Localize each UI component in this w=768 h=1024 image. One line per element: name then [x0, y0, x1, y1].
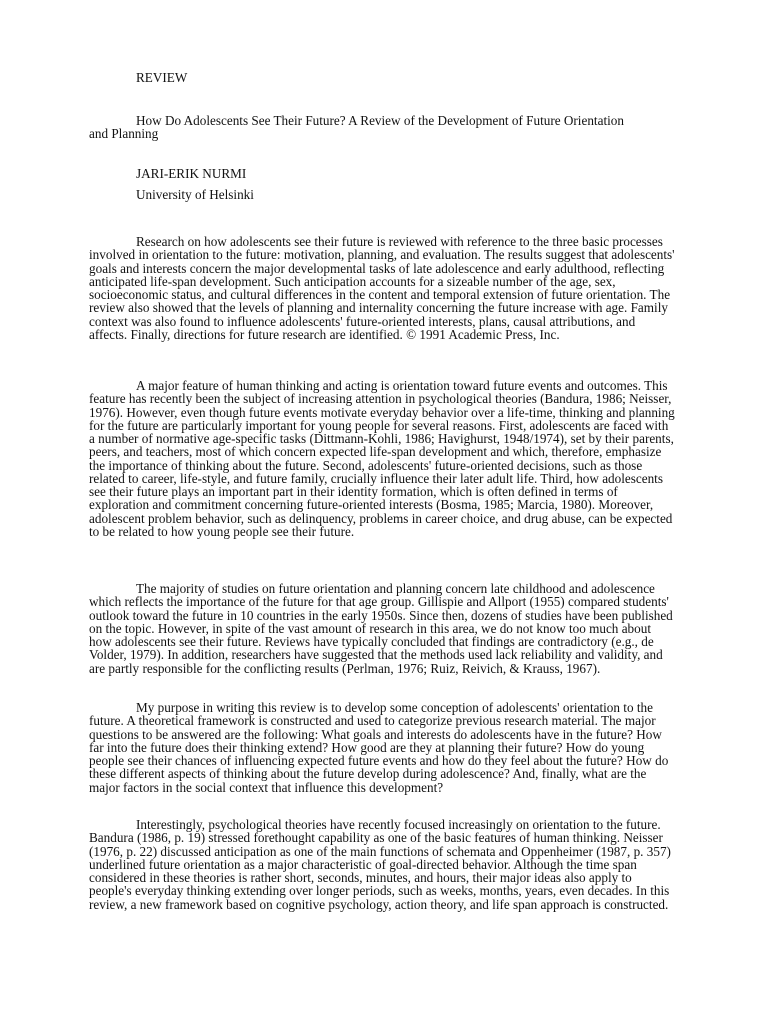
author-name: JARI-ERIK NURMI [136, 166, 247, 181]
abstract: Research on how adolescents see their future is reviewed with reference to the three basic processes involved in orientation to the future: motivation, planning, and evaluation. The results suggest that adolescents' goals and interests concern the major developmental tasks of late adolescence and early adulthood, reflecting anticipated life-span development. Such anticipation accounts for a sizeable number of the age, sex, socioeconomic status, and cultural differences in the content and temporal extension of future orientation. The review also showed that the levels of planning and internality concerning the future increase with age. Family context was also found to influence adolescents' future-oriented interests, plans, causal attributions, and affects. Finally, directions for future research are identified. © 1991 Academic Press, Inc. [89, 234, 675, 342]
body-paragraph-3: My purpose in writing this review is to develop some conception of adolescents' orientation to the future. A theoretical framework is constructed and used to categorize previous research material. The major questions to be answered are the following: What goals and interests do adolescents have in the future? How far into the future does their thinking extend? How good are they at planning their future? How do young people see their chances of influencing expected future events and how do they feel about the future? How do these different aspects of thinking about the future develop during adolescence? And, finally, what are the major factors in the social context that influence this development? [89, 700, 669, 795]
article-title: How Do Adolescents See Their Future? A Review of the Development of Future Orientation and Planning [89, 113, 624, 142]
body-paragraph-4: Interestingly, psychological theories have recently focused increasingly on orientation to the future. Bandura (1986, p. 19) stressed forethought capability as one of the basic features of human thinking. Neisser (1976, p. 22) discussed anticipation as one of the main functions of schemata and Oppenheimer (1987, p. 357) underlined future orientation as a major characteristic of goal-directed behavior. Although the time span considered in these theories is rather short, seconds, minutes, and hours, their major ideas also apply to people's everyday thinking extending over longer periods, such as weeks, months, years, even decades. In this review, a new framework based on cognitive psychology, action theory, and life span approach is constructed. [89, 817, 671, 912]
body-paragraph-1: A major feature of human thinking and acting is orientation toward future events and outcomes. This feature has recently been the subject of increasing attention in psychological theories (Bandura, 1986; Neisser, 1976). However, even though future events motivate everyday behavior over a life-time, thinking and planning for the future are particularly important for young people for several reasons. First, adolescents are faced with a number of normative age-specific tasks (Dittmann-Kohli, 1986; Havighurst, 1948/1974), set by their parents, peers, and teachers, most of which concern expected life-span development and which, therefore, emphasize the importance of thinking about the future. Second, adolescents' future-oriented decisions, such as those related to career, life-style, and future family, crucially influence their later adult life. Third, how adolescents see their future plays an important part in their identity formation, which is often defined in terms of exploration and commitment concerning future-oriented interests (Bosma, 1985; Marcia, 1980). Moreover, adolescent problem behavior, such as delinquency, problems in career choice, and drug abuse, can be expected to be related to how young people see their future. [89, 378, 675, 539]
body-paragraph-2: The majority of studies on future orientation and planning concern late childhood and adolescence which reflects the importance of the future for that age group. Gillispie and Allport (1955) compared students' outlook toward the future in 10 countries in the early 1950s. Since then, dozens of studies have been published on the topic. However, in spite of the vast amount of research in this area, we do not know too much about how adolescents see their future. Reviews have typically concluded that findings are contradictory (e.g., de Volder, 1979). In addition, researchers have suggested that the methods used lack reliability and validity, and are partly responsible for the conflicting results (Perlman, 1976; Ruiz, Reivich, & Krauss, 1967). [89, 581, 673, 676]
author-affiliation: University of Helsinki [136, 187, 254, 202]
section-label: REVIEW [136, 70, 188, 85]
